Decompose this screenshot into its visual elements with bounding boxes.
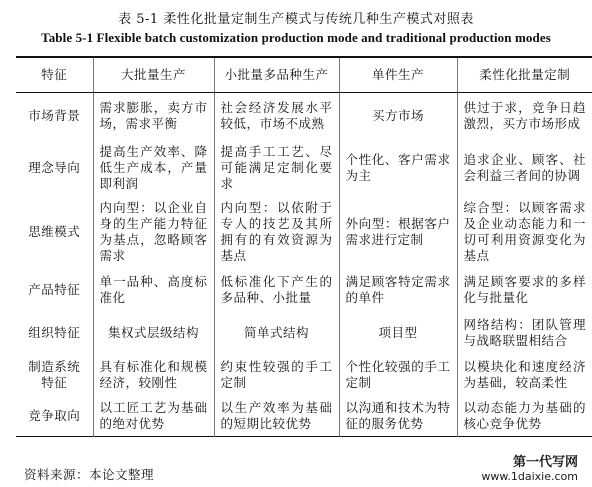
table-cell: 网络结构：团队管理与战略联盟相结合 bbox=[457, 313, 592, 353]
table-cell: 综合型：以顾客需求及企业动态能力和一切可利用资源变化为基点 bbox=[457, 197, 592, 267]
table-cell: 追求企业、顾客、社会利益三者间的协调 bbox=[457, 139, 592, 197]
feature-cell: 市场背景 bbox=[16, 93, 93, 139]
table-cell: 低标准化下产生的多品种、小批量 bbox=[214, 267, 339, 313]
table-row bbox=[16, 267, 592, 313]
table-row bbox=[16, 313, 592, 353]
header-cell: 特征 bbox=[16, 57, 93, 93]
table-title-en: Table 5-1 Flexible batch customization production mode and traditional production modes bbox=[41, 30, 551, 45]
table-cell: 需求膨胀，卖方市场，需求平衡 bbox=[93, 93, 214, 139]
table-cell: 内向型：以企业自身的生产能力特征为基点，忽略顾客需求 bbox=[93, 197, 214, 267]
table-cell: 约束性较强的手工定制 bbox=[214, 353, 339, 397]
watermark bbox=[481, 456, 578, 483]
feature-cell: 理念导向 bbox=[16, 139, 93, 197]
feature-cell: 竞争取向 bbox=[16, 397, 93, 437]
table-cell: 以模块化和速度经济为基础，较高柔性 bbox=[457, 353, 592, 397]
table-cell: 外向型：根据客户需求进行定制 bbox=[339, 197, 457, 267]
table-cell: 以生产效率为基础的短期比较优势 bbox=[214, 397, 339, 437]
table-cell: 以工匠工艺为基础的绝对优势 bbox=[93, 397, 214, 437]
watermark-name: 第一代写网 bbox=[512, 455, 578, 470]
table-cell: 个性化较强的手工定制 bbox=[339, 353, 457, 397]
table-cell: 社会经济发展水平较低，市场不成熟 bbox=[214, 93, 339, 139]
header-row bbox=[16, 57, 592, 93]
table-cell: 买方市场 bbox=[339, 93, 457, 139]
table-cell: 供过于求，竞争日趋激烈，买方市场形成 bbox=[457, 93, 592, 139]
table-cell: 内向型：以依附于专人的技艺及其所拥有的有效资源为基点 bbox=[214, 197, 339, 267]
table-cell: 集权式层级结构 bbox=[93, 313, 214, 353]
feature-cell: 思维模式 bbox=[16, 197, 93, 267]
table-cell: 单一品种、高度标准化 bbox=[93, 267, 214, 313]
table-cell: 简单式结构 bbox=[214, 313, 339, 353]
table-cell: 项目型 bbox=[339, 313, 457, 353]
header-cell: 小批量多品种生产 bbox=[214, 57, 339, 93]
header-cell: 大批量生产 bbox=[93, 57, 214, 93]
feature-cell: 组织特征 bbox=[16, 313, 93, 353]
table-row bbox=[16, 197, 592, 267]
table-cell: 以动态能力为基础的核心竞争优势 bbox=[457, 397, 592, 437]
feature-cell: 制造系统特征 bbox=[16, 353, 93, 397]
table-row bbox=[16, 353, 592, 397]
table-row bbox=[16, 139, 592, 197]
header-cell: 单件生产 bbox=[339, 57, 457, 93]
header-cell: 柔性化批量定制 bbox=[457, 57, 592, 93]
table-cell: 以沟通和技术为特征的服务优势 bbox=[339, 397, 457, 437]
table-cell: 个性化、客户需求为主 bbox=[339, 139, 457, 197]
feature-cell: 产品特征 bbox=[16, 267, 93, 313]
source-note: 资料来源：本论文整理 bbox=[24, 467, 155, 482]
table-cell: 提高生产效率、降低生产成本，产量即利润 bbox=[93, 139, 214, 197]
table-cell: 提高手工工艺、尽可能满足定制化要求 bbox=[214, 139, 339, 197]
watermark-url: www.1daixie.com bbox=[481, 470, 578, 483]
table-cell: 具有标准化和规模经济，较刚性 bbox=[93, 353, 214, 397]
table-row bbox=[16, 93, 592, 139]
table-cell: 满足顾客特定需求的单件 bbox=[339, 267, 457, 313]
table-cell: 满足顾客要求的多样化与批量化 bbox=[457, 267, 592, 313]
table-row bbox=[16, 397, 592, 437]
comparison-table bbox=[16, 56, 592, 437]
table-title-cn: 表 5-1 柔性化批量定制生产模式与传统几种生产模式对照表 bbox=[118, 12, 474, 27]
